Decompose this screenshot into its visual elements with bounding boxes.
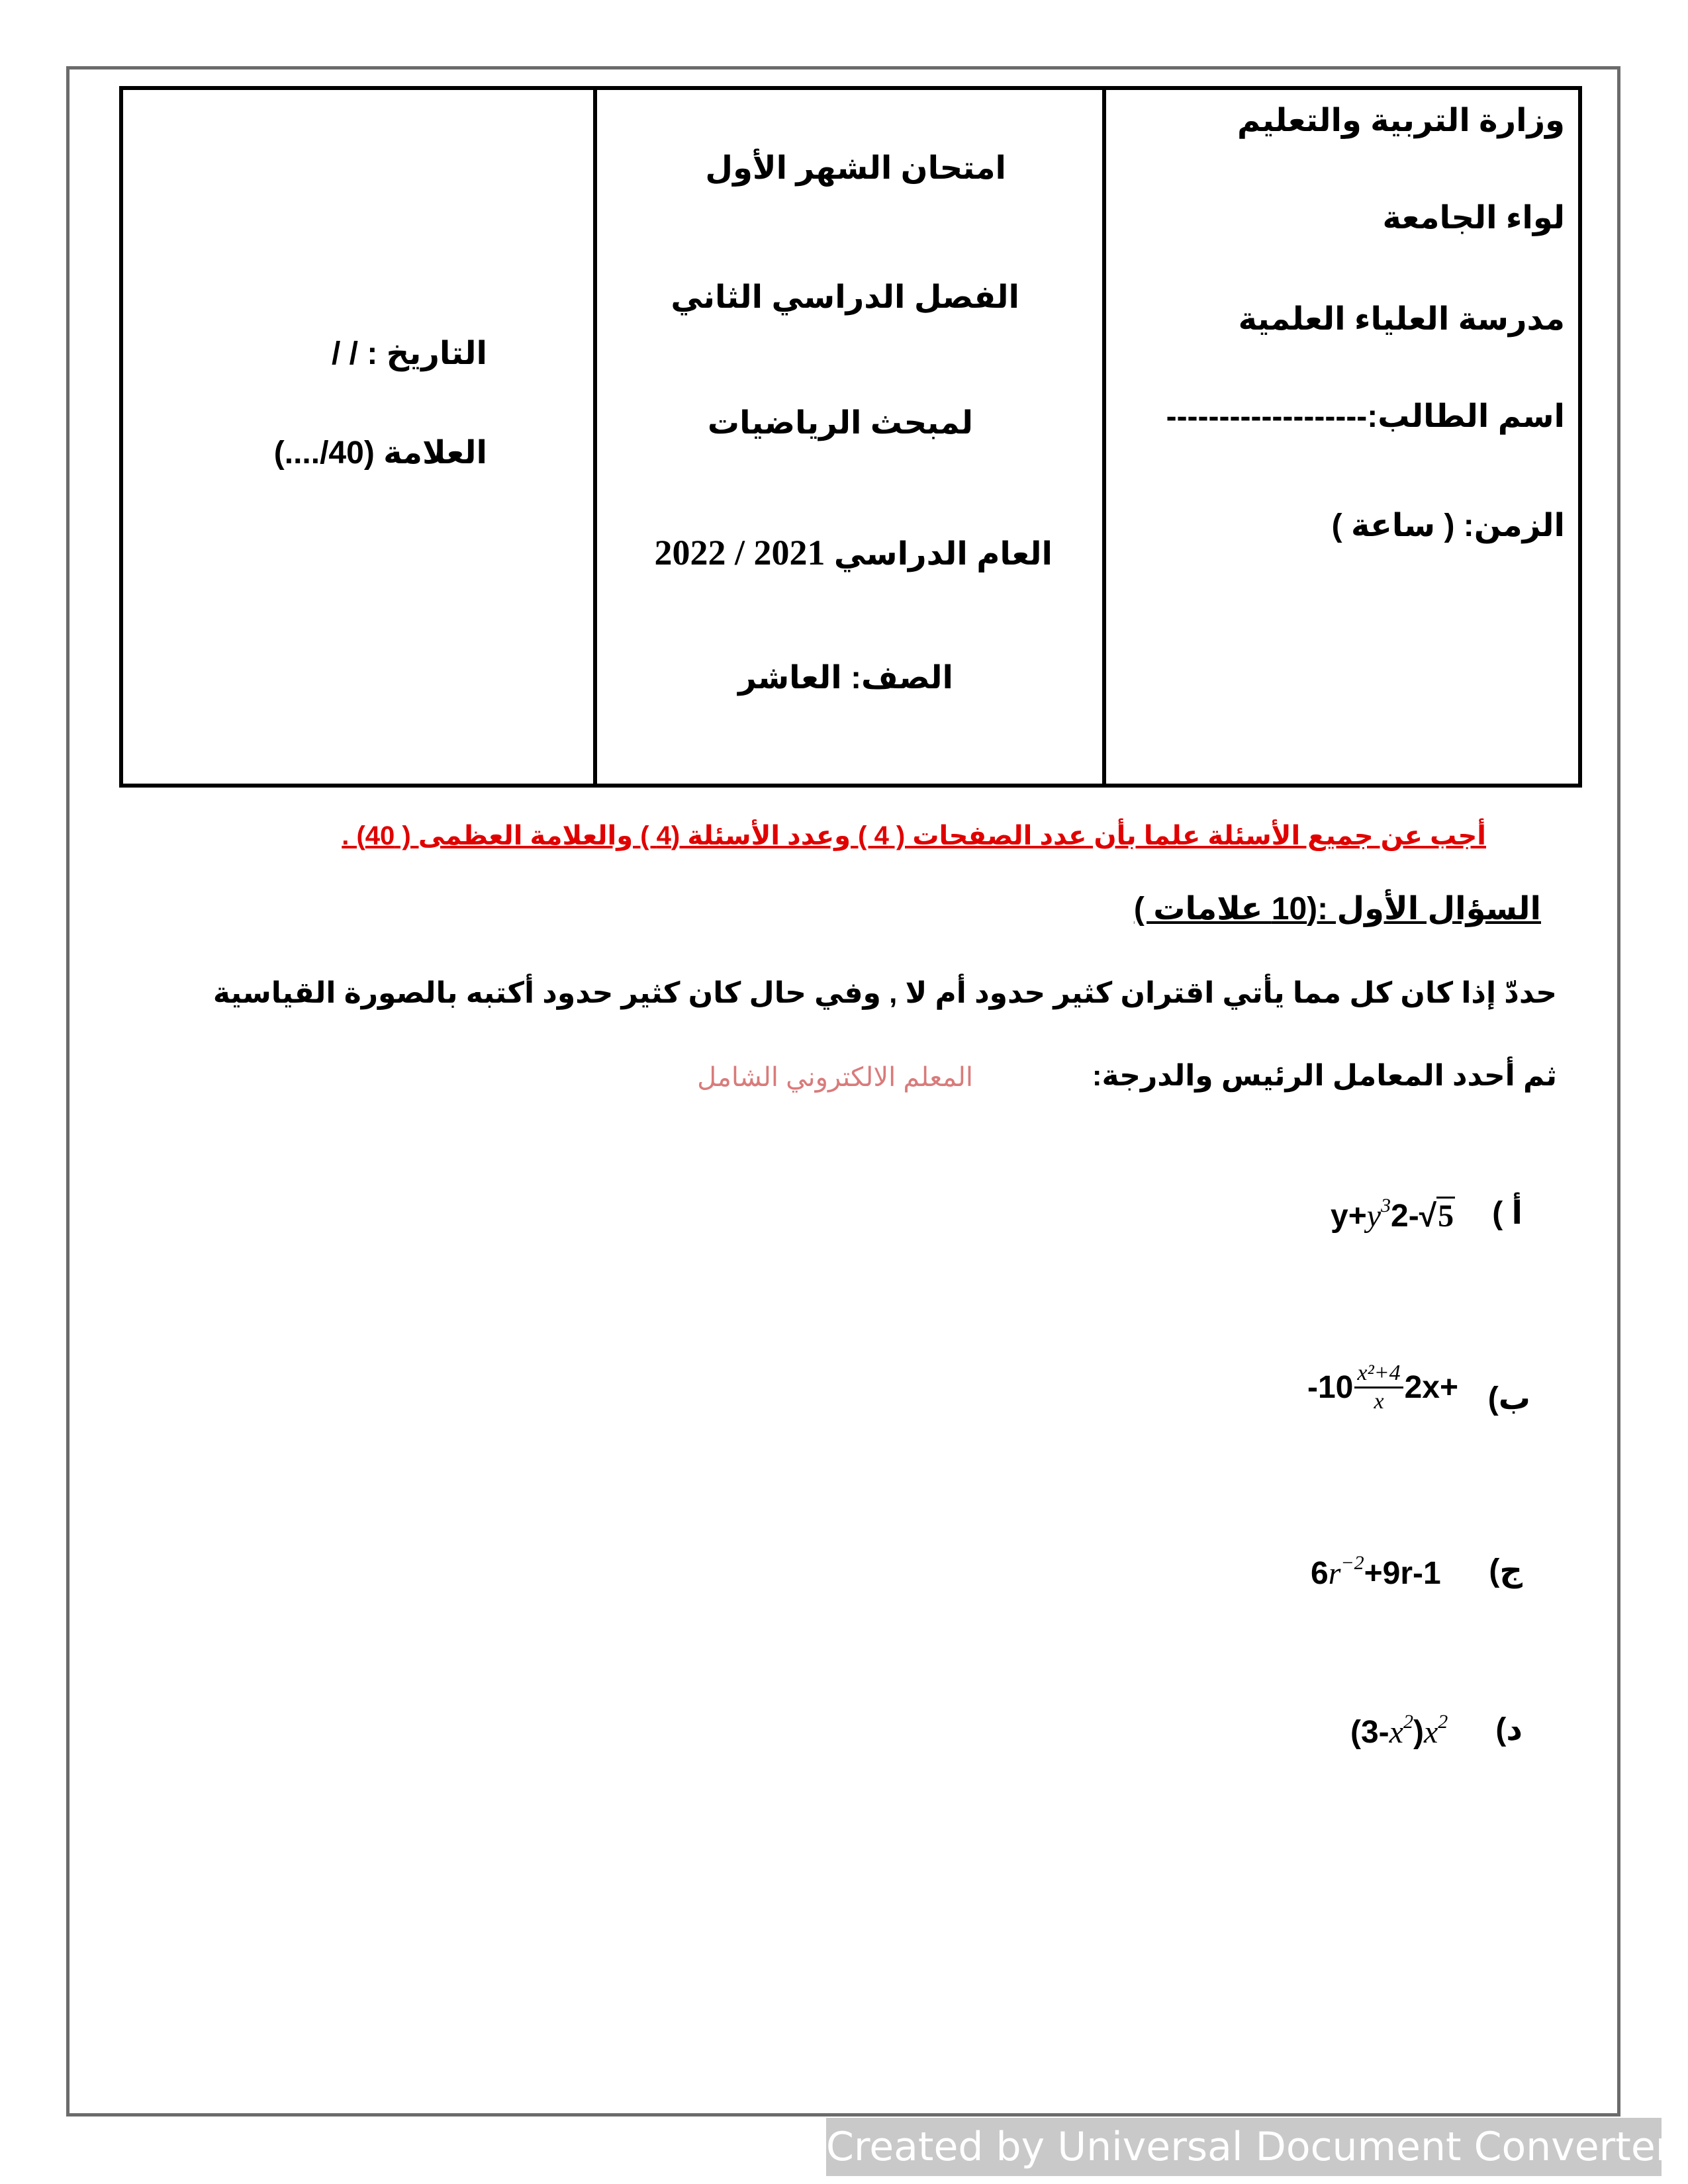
- question1-prompt-line1: حددّ إذا كان كل مما يأتي اقتران كثير حدود أم لا , وفي حال كان كثير حدود أكتبه بالصورة القياسية: [212, 977, 1557, 1009]
- item-c-label: ج): [1489, 1553, 1523, 1588]
- fraction: $\frac{\text{x²+4}}{x}$: [1354, 1360, 1403, 1415]
- mark-value: (..../40): [273, 435, 375, 471]
- date-field: التاريخ : / /: [331, 336, 487, 371]
- mark-field: [274, 434, 487, 471]
- subject: لمبحث الرياضيات: [707, 406, 973, 441]
- semester: الفصل الدراسي الثاني: [671, 280, 1019, 315]
- item-d-label: د): [1495, 1712, 1523, 1747]
- header-right-cell: [1106, 90, 1578, 784]
- student-name-field: اسم الطالب:-------------------: [1166, 399, 1565, 434]
- instructions: أجب عن جميع الأسئلة علما بأن عدد الصفحات ( 4 ) وعدد الأسئلة (4 ) والعلامة العظمى ( 40) .: [342, 821, 1486, 850]
- year-label: العام الدراسي: [833, 537, 1053, 572]
- school-name: مدرسة العلياء العلمية: [1238, 302, 1565, 337]
- exam-title: امتحان الشهر الأول: [705, 151, 1006, 186]
- grade: الصف: العاشر: [738, 660, 953, 696]
- item-c-expression: $6r^{-2}+9r-1$: [1311, 1552, 1441, 1591]
- sqrt-sign: √: [1419, 1199, 1437, 1234]
- item-d-expression: $(3-x^2)x^2$: [1350, 1711, 1448, 1750]
- mark-label: العلامة: [383, 435, 487, 471]
- time-field: الزمن: ( ساعة ): [1331, 508, 1565, 543]
- teacher-watermark: المعلم الالكتروني الشامل: [697, 1063, 973, 1092]
- academic-year: [654, 532, 1053, 573]
- header-middle-cell: [593, 90, 1106, 784]
- item-b-expression: -10 $\frac{\text{x²+4}}{x}$ 2x+: [1307, 1361, 1459, 1414]
- year-value: 2022 / 2021: [654, 533, 825, 572]
- item-a-label: أ ): [1492, 1196, 1523, 1231]
- district: لواء الجامعة: [1382, 201, 1565, 236]
- exam-header-table: [119, 86, 1582, 788]
- ministry: وزارة التربية والتعليم: [1237, 103, 1565, 138]
- item-a-expression: $y+y^32-√5$: [1331, 1195, 1454, 1234]
- question1-title: السؤال الأول :(10 علامات ): [1133, 891, 1541, 927]
- converter-watermark: Created by Universal Document Converter: [826, 2118, 1662, 2176]
- item-b-label: ب): [1487, 1381, 1530, 1416]
- question1-prompt-line2: ثم أحدد المعامل الرئيس والدرجة:: [1092, 1060, 1557, 1092]
- header-left-cell: [123, 90, 593, 784]
